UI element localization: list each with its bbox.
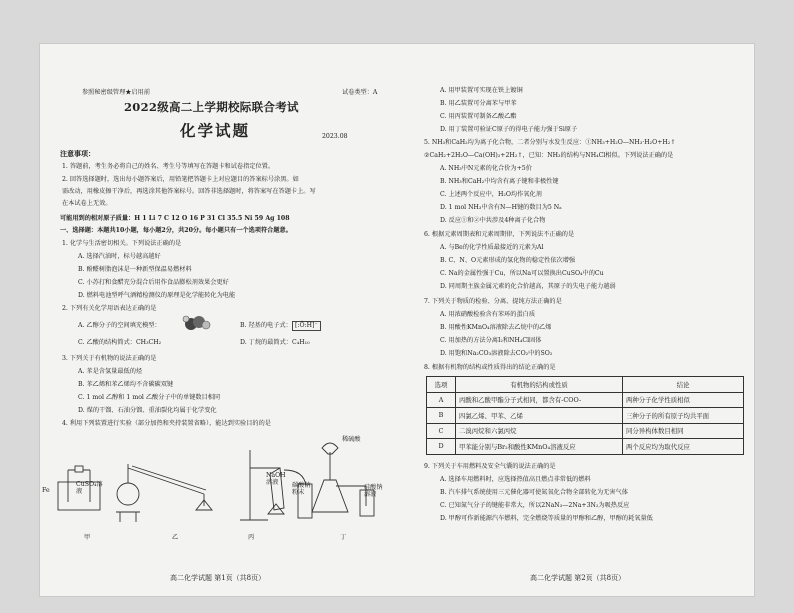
notice-line: 1. 答题前，考生务必将自己的姓名、考生号等填写在答题卡和试卷指定位置。 [62,163,275,170]
option: C. 乙酸的结构简式：CH₃CH₂ [78,339,162,346]
table-cell: 四氯乙烯、甲苯、乙烯 [456,408,623,424]
section-heading: 一、选择题：本题共10小题，每小题2分，共20分。每小题只有一个选项符合题意。 [60,227,292,234]
notice-line: 需改动，用橡皮擦干净后，再选涂其他答案标号。回答非选择题时，将答案写在答题卡上。写 [62,188,316,195]
apparatus-figure [54,430,392,530]
table-cell: 甲苯能分别与Br₂和酸性KMnO₄溶液反应 [456,439,623,455]
option: A. NH₃中N元素的化合价为+5价 [440,165,532,172]
option: A. 苯是含氢量最低的烃 [78,368,143,375]
option: B. NH₃和CaH₂中均含有离子键和非极性键 [440,178,559,185]
apparatus-caption: 甲 [84,534,91,541]
page-right [412,44,750,596]
page-footer: 高二化学试题 第2页（共8页） [530,574,626,582]
option: C. 用丙装置可制备乙酸乙酯 [440,113,517,120]
option: B. 汽车排气系统使用三元催化器可使氮氧化合物全部转化为无害气体 [440,489,628,496]
apparatus-caption: 丙 [248,534,255,541]
table-cell: 丙酸和乙酸甲酯分子式相同，都含有-COO- [456,392,623,408]
option: D. 同周期主族金属元素的化合价越高，其原子的失电子能力越弱 [440,283,616,290]
option: A. 选择汽油时，标号越高越好 [78,253,161,260]
option: D. 1 mol NH₃中含有N—H键的数目为5 Nₐ [440,204,562,211]
option: D. 甲醇可作新能源汽车燃料，完全燃烧等质量的甲醇和乙醇，甲醇的耗氧量低 [440,515,653,522]
option: D. 用丁装置可验证C原子的得电子能力强于Si原子 [440,126,578,133]
table-cell: C [427,423,456,439]
table-header: 结论 [623,377,744,393]
table-header-row [427,377,744,393]
option: A. 与Be的化学性质最接近的元素为Al [440,244,544,251]
question-6-stem: 6. 根据元素周期表和元素周期律，下列说法不正确的是 [424,231,575,238]
option: B. 用酸性KMnO₄溶液除去乙烷中的乙烯 [440,324,552,331]
question-9-stem: 9. 下列关于车用燃料及安全气囊的说法正确的是 [424,463,556,470]
apparatus-label: 硅酸钠溶液 [364,484,383,498]
option: B. 用乙装置可分离苯与甲苯 [440,100,517,107]
table-cell: 两个反应均为取代反应 [623,439,744,455]
option: D. 反应①和②中共涉及4种离子化合物 [440,217,546,224]
option: A. 乙醇分子的空间填充模型： [78,322,161,329]
table-header: 有机物的结构或性质 [456,377,623,393]
table-row [427,423,744,439]
question-1-stem: 1. 化学与生活密切相关。下列说法正确的是 [62,240,182,247]
option: D. 煤的干馏、石油分馏、重油裂化均属于化学变化 [78,407,217,414]
option: A. 用甲装置可实现在铁上镀铜 [440,87,523,94]
table-cell: 两种分子化学性质相似 [623,392,744,408]
conclusion-table [426,376,744,455]
table-row [427,439,744,455]
secret-level: 参照秘密级管理★启用前 [82,89,151,96]
question-3-stem: 3. 下列关于有机物的说法正确的是 [62,355,157,362]
subject-title: 化学试题 [180,121,251,140]
apparatus-caption: 丁 [340,534,347,541]
option: D. 燃料电池型呼气酒精检测仪的原理是化学能转化为电能 [78,292,236,299]
apparatus-label: CuSO₄溶液 [76,481,103,495]
option: D. 丁烷的最简式：C₄H₁₀ [240,339,310,346]
option: B. 酚醛树脂泡沫是一种新型保温易燃材料 [78,266,192,273]
option: A. 选择车用燃料时，应选择热值高且燃点非常低的燃料 [440,476,591,483]
apparatus-label: 稀硫酸 [342,436,361,443]
question-4-stem: 4. 利用下列装置进行实验（部分加热和夹持装置省略），能达到实验目的的是 [62,420,271,427]
option: C. Na的金属性强于Cu，所以Na可以置换出CuSO₄中的Cu [440,270,604,277]
notice-heading: 注意事项： [60,149,95,158]
option: C. 1 mol 乙醇和 1 mol 乙酸分子中的单键数目相同 [78,394,221,401]
option: A. 用浓硝酸检验含有苯环的蛋白质 [440,311,536,318]
table-cell: A [427,392,456,408]
table-row [427,408,744,424]
question-5-stem: 5. NH₃和CaH₂均为离子化合物，二者分别与水发生反应：①NH₃+H₂O—NH₃·H₂O+H₂↑ [424,139,676,146]
option: C. 小苏打和食醋充分混合后用作食品膨松剂效果会更好 [78,279,229,286]
apparatus-caption: 乙 [172,534,179,541]
paper-type: 试卷类型：A [342,89,378,96]
option: D. 用饱和Na₂CO₃溶液除去CO₂中的SO₂ [440,350,553,357]
option: C. 已知氮气分子的键能非常大，所以2NaN₃—2Na+3N₂为吸热反应 [440,502,630,509]
question-2-stem: 2. 下列有关化学用语表达正确的是 [62,305,157,312]
table-cell: D [427,439,456,455]
question-8-stem: 8. 根据有机物的结构或性质得出的结论正确的是 [424,364,556,371]
space-filling-model-icon [182,314,212,332]
table-cell: 同分异构体数目相同 [623,423,744,439]
option: B. 羟基的电子式： [240,322,292,329]
table-cell: 三种分子的所有原子均共平面 [623,408,744,424]
apparatus-label: 碳酸钠粉末 [292,482,311,496]
option: B. 苯乙烯和苯乙烯均不含碳碳双键 [78,381,174,388]
option: C. 上述两个反应中，H₂O均作氧化剂 [440,191,542,198]
question-5-stem: ②CaH₂+2H₂O—Ca(OH)₂+2H₂↑，已知：NH₃的结构与NH₄Cl相似。下列说法正确的是 [424,152,674,159]
page-footer: 高二化学试题 第1页（共8页） [170,574,266,582]
table-row [427,392,744,408]
table-cell: 二溴丙烷和六氯丙烷 [456,423,623,439]
option: B. C、N、O元素形成的氢化物的稳定性依次增强 [440,257,576,264]
electron-formula: [:Ö:H]⁻ [292,321,321,331]
notice-line: 在本试卷上无效。 [62,200,112,207]
apparatus-label: NaOH溶液 [266,472,286,486]
notice-line: 2. 回答选择题时，选出每小题答案后，用铅笔把答题卡上对应题目的答案标号涂黑。如 [62,176,299,183]
atomic-masses: 可能用到的相对原子质量：H 1 Li 7 C 12 O 16 P 31 Cl 35.5 Ni 59 Ag 108 [60,215,290,222]
exam-date: 2023.08 [322,133,348,140]
exam-sheet [40,44,754,596]
apparatus-label: Fe [42,487,50,494]
table-header: 选项 [427,377,456,393]
exam-title: 2022级高二上学期校际联合考试 [124,100,299,114]
page-left [40,44,396,596]
table-cell: B [427,408,456,424]
option: C. 用加热的方法分离I₂和NH₄Cl固体 [440,337,542,344]
question-7-stem: 7. 下列关于物质的检验、分离、提纯方法正确的是 [424,298,562,305]
